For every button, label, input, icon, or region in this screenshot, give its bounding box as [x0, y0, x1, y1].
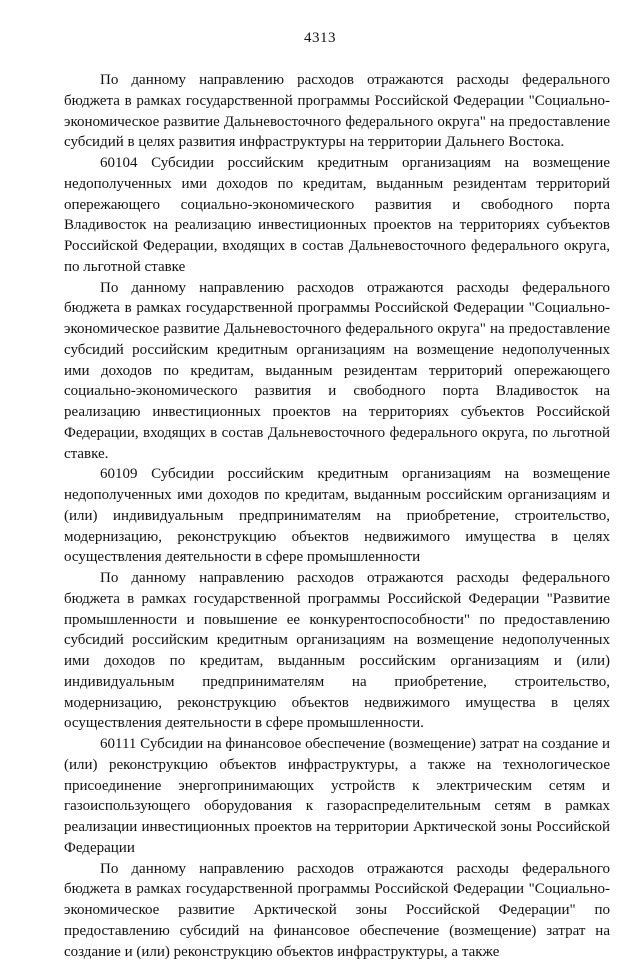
paragraph: По данному направлению расходов отражаются расходы федерального бюджета в рамках государственной программы Российской Федерации "Развитие промышленности и повышение ее конкурентоспособности" по предоставлению субсидий российским кредитным организациям на возмещение недополученных ими доходов по кредитам, выданным российским организациям и (или) индивидуальным предпринимателям на приобретение, строительство, модернизацию, реконструкцию объектов недвижимого имущества в целях осуществления деятельности в сфере промышленности.: [64, 568, 610, 734]
paragraph: 60104 Субсидии российским кредитным организациям на возмещение недополученных ими доходов по кредитам, выданным резидентам территорий опережающего социально-экономического развития и свободного порта Владивосток на реализацию инвестиционных проектов на территориях субъектов Российской Федерации, входящих в состав Дальневосточного федерального округа, по льготной ставке: [64, 153, 610, 278]
document-body: [64, 70, 610, 962]
paragraph: 60109 Субсидии российским кредитным организациям на возмещение недополученных ими доходов по кредитам, выданным российским организациям и (или) индивидуальным предпринимателям на приобретение, строительство, модернизацию, реконструкцию объектов недвижимого имущества в целях осуществления деятельности в сфере промышленности: [64, 464, 610, 568]
paragraph: По данному направлению расходов отражаются расходы федерального бюджета в рамках государственной программы Российской Федерации "Социально-экономическое развитие Дальневосточного федерального округа" на предоставление субсидий в целях развития инфраструктуры на территории Дальнего Востока.: [64, 70, 610, 153]
paragraph: По данному направлению расходов отражаются расходы федерального бюджета в рамках государственной программы Российской Федерации "Социально-экономическое развитие Арктической зоны Российской Федерации" по предоставлению субсидий на финансовое обеспечение (возмещение) затрат на создание и (или) реконструкцию объектов инфраструктуры, а также: [64, 859, 610, 962]
paragraph: По данному направлению расходов отражаются расходы федерального бюджета в рамках государственной программы Российской Федерации "Социально-экономическое развитие Дальневосточного федерального округа" на предоставление субсидий российским кредитным организациям на возмещение недополученных ими доходов по кредитам, выданным резидентам территорий опережающего социально-экономического развития и свободного порта Владивосток на реализацию инвестиционных проектов на территориях субъектов Российской Федерации, входящих в состав Дальневосточного федерального округа, по льготной ставке.: [64, 278, 610, 465]
page-number: 4313: [0, 30, 640, 47]
paragraph: 60111 Субсидии на финансовое обеспечение (возмещение) затрат на создание и (или) реконструкцию объектов инфраструктуры, а также на технологическое присоединение энергопринимающих устройств к электрическим сетям и газоиспользующего оборудования к газораспределительным сетям в рамках реализации инвестиционных проектов на территории Арктической зоны Российской Федерации: [64, 734, 610, 859]
